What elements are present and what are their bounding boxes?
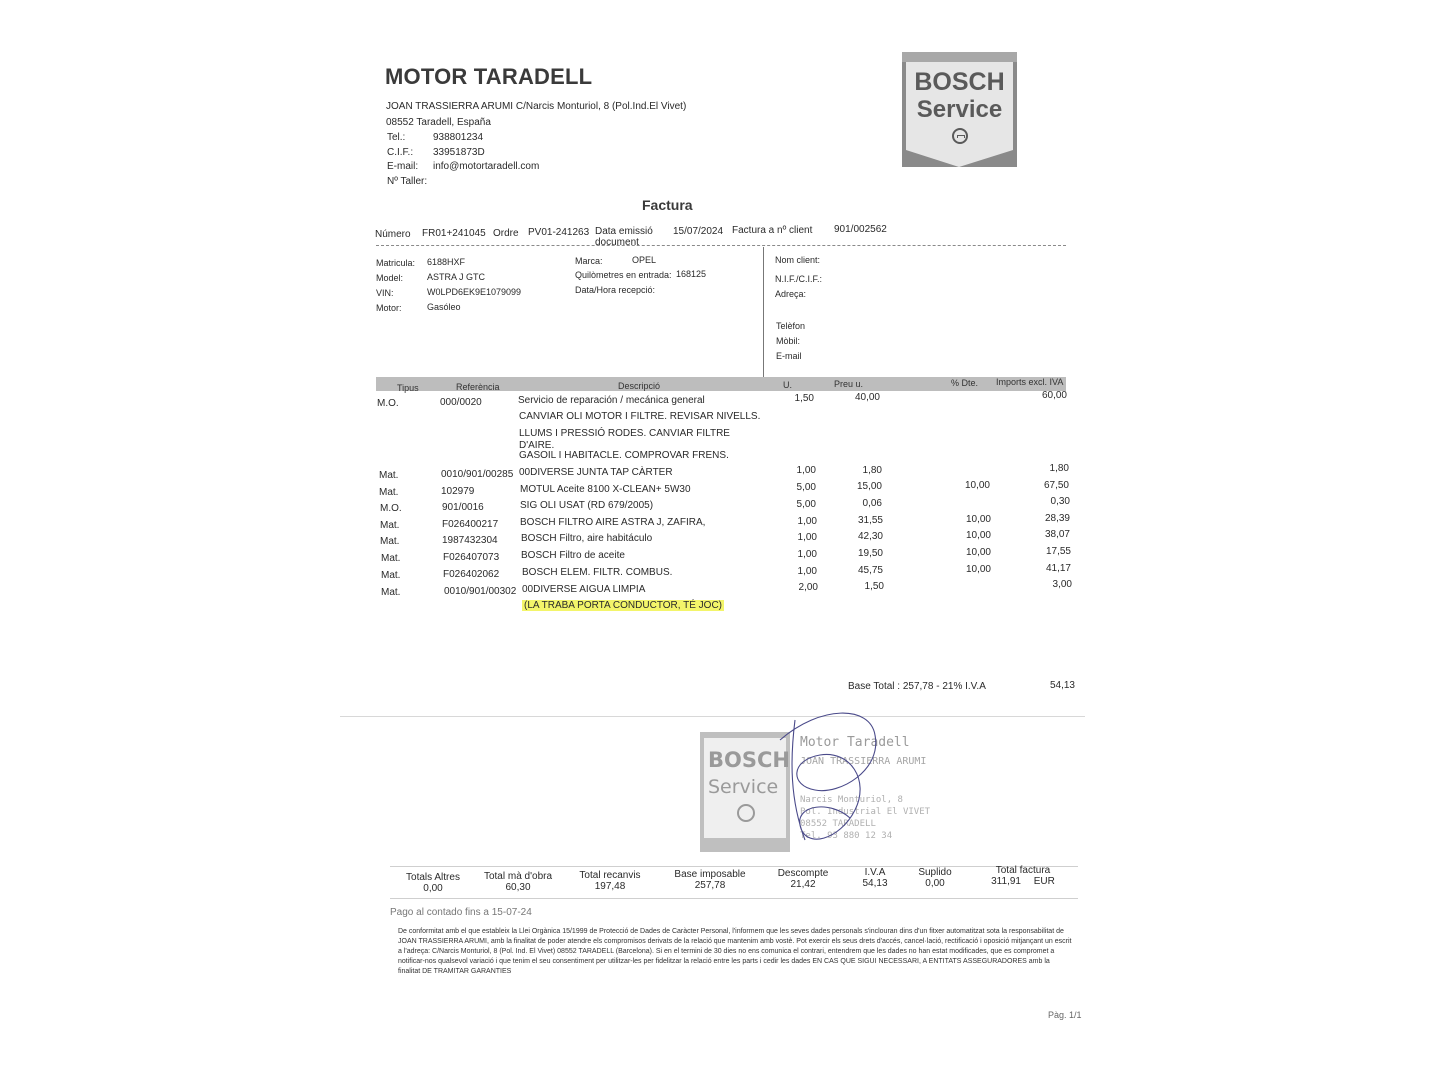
descompte-value: 21,42 <box>790 879 816 890</box>
bosch-service-logo <box>902 52 1017 167</box>
data-label-line1: Data emissió <box>595 226 653 237</box>
row-2-import: 67,50 <box>1043 480 1069 491</box>
row-4-preu: 31,55 <box>857 515 883 526</box>
row-0-preu: 40,00 <box>854 392 880 403</box>
divider <box>340 716 1085 717</box>
document-title: Factura <box>642 197 693 213</box>
total-altres <box>398 872 468 894</box>
row-3-tipus: M.O. <box>380 503 402 514</box>
suplido-label: Suplido <box>918 867 952 878</box>
base-imposable <box>668 869 752 891</box>
row-5-dte: 10,00 <box>965 530 991 541</box>
descompte-label: Descompte <box>777 868 829 879</box>
numero-label: Número <box>375 229 411 240</box>
row-7-import: 41,17 <box>1045 563 1071 574</box>
motor-label: Motor: <box>376 303 402 313</box>
row-1-import: 1,80 <box>1049 463 1069 474</box>
total-ma-obra-value: 60,30 <box>505 882 531 893</box>
ordre-label: Ordre <box>493 228 519 239</box>
total-factura-label: Total factura <box>995 865 1051 876</box>
company-cif <box>387 147 485 158</box>
client-email-label: E-mail <box>776 351 802 361</box>
bosch-armature-icon <box>737 804 755 822</box>
stamp-line-3: Narcis Monturiol, 8 <box>800 795 903 805</box>
company-name: MOTOR TARADELL <box>385 64 593 89</box>
numero-value: FR01+241045 <box>422 228 486 239</box>
company-taller-label: Nº Taller: <box>387 176 428 187</box>
company-owner-address: JOAN TRASSIERRA ARUMI C/Narcis Monturiol, 8 (Pol.Ind.El Vivet) <box>386 101 687 112</box>
row-3-u: 5,00 <box>796 499 816 510</box>
bosch-armature-icon <box>952 128 968 144</box>
company-tel <box>387 132 483 143</box>
total-factura-value: 311,91 <box>991 876 1021 887</box>
data-value: 15/07/2024 <box>673 226 724 237</box>
row-8-import: 3,00 <box>1052 579 1072 590</box>
base-imposable-label: Base imposable <box>674 869 746 880</box>
total-ma-obra <box>478 871 558 893</box>
row-3-preu: 0,06 <box>862 498 882 509</box>
vin-label: VIN: <box>376 288 394 298</box>
row-4-ref: F026400217 <box>442 519 499 530</box>
row-2-tipus: Mat. <box>379 487 399 498</box>
marca-label: Marca: <box>575 256 603 266</box>
row-7-u: 1,00 <box>797 566 817 577</box>
row-7-ref: F026402062 <box>443 569 500 580</box>
row-3-ref: 901/0016 <box>442 502 484 513</box>
row-6-tipus: Mat. <box>381 553 401 564</box>
ordre-value: PV01-241263 <box>528 227 590 238</box>
row-7-tipus: Mat. <box>381 570 401 581</box>
matricula-label: Matricula: <box>376 258 416 268</box>
tel-value: 938801234 <box>433 132 484 143</box>
total-recanvis-label: Total recanvis <box>579 870 641 881</box>
marca-value: OPEL <box>632 255 657 265</box>
row-5-ref: 1987432304 <box>442 535 498 546</box>
total-altres-label: Totals Altres <box>406 872 460 883</box>
row-7-dte: 10,00 <box>965 564 991 575</box>
iva <box>852 867 898 889</box>
row-0-desc: Servicio de reparación / mecánica general <box>518 395 705 406</box>
col-header-tipus: Tipus <box>397 383 419 393</box>
row-8-preu: 1,50 <box>864 581 884 592</box>
row-5-u: 1,00 <box>797 532 817 543</box>
model-label: Model: <box>376 273 404 283</box>
company-city: 08552 Taradell, España <box>386 117 491 128</box>
row-4-desc: BOSCH FILTRO AIRE ASTRA J, ZAFIRA, <box>520 517 706 528</box>
row-1-tipus: Mat. <box>379 470 399 481</box>
row-6-dte: 10,00 <box>965 547 991 558</box>
suplido-value: 0,00 <box>925 878 945 889</box>
col-header-preu: Preu u. <box>834 379 864 389</box>
note-line-1: CANVIAR OLI MOTOR I FILTRE. REVISAR NIVELLS. <box>519 411 761 422</box>
row-0-import: 60,00 <box>1041 390 1067 401</box>
stamp-logo-service: Service <box>708 776 779 798</box>
cif-value: 33951873D <box>433 147 485 158</box>
payment-note: Pago al contado fins a 15-07-24 <box>390 907 532 918</box>
logo-text-bosch: BOSCH <box>914 68 1005 96</box>
row-3-desc: SIG OLI USAT (RD 679/2005) <box>520 500 654 511</box>
adreca-label: Adreça: <box>775 289 807 299</box>
note-line-3: D'AIRE. <box>519 440 555 451</box>
page-number: Pàg. 1/1 <box>1048 1010 1082 1020</box>
currency-label: EUR <box>1033 876 1055 887</box>
row-1-ref: 0010/901/00285 <box>441 469 514 480</box>
row-6-import: 17,55 <box>1045 546 1071 557</box>
client-number-label: Factura a nº client <box>732 225 813 236</box>
row-1-preu: 1,80 <box>862 465 882 476</box>
row-8-desc: 00DIVERSE AIGUA LIMPIA <box>522 584 646 595</box>
km-value: 168125 <box>676 269 707 279</box>
row-0-u: 1,50 <box>794 393 814 404</box>
mobil-label: Mòbil: <box>776 336 801 346</box>
stamp-line-1: Motor Taradell <box>800 735 910 750</box>
col-header-referencia: Referència <box>456 382 500 392</box>
row-2-preu: 15,00 <box>856 481 882 492</box>
row-6-desc: BOSCH Filtro de aceite <box>521 550 625 561</box>
email-label: E-mail: <box>387 161 419 172</box>
total-altres-value: 0,00 <box>423 883 443 894</box>
descompte <box>768 868 838 890</box>
row-7-desc: BOSCH ELEM. FILTR. COMBUS. <box>522 567 673 578</box>
stamp-line-5: 08552 TARADELL <box>800 819 876 829</box>
stamp-line-2: JOAN TRASSIERRA ARUMI <box>800 756 927 767</box>
nom-client-label: Nom client: <box>775 255 821 265</box>
logo-text-service: Service <box>916 96 1003 123</box>
iva-value: 54,13 <box>862 878 888 889</box>
note-line-2: LLUMS I PRESSIÓ RODES. CANVIAR FILTRE <box>519 428 730 439</box>
row-0-ref: 000/0020 <box>440 397 482 408</box>
row-2-desc: MOTUL Aceite 8100 X-CLEAN+ 5W30 <box>520 484 691 495</box>
note-line-4: GASOIL I HABITACLE. COMPROVAR FRENS. <box>519 450 729 461</box>
email-value: info@motortaradell.com <box>433 161 540 172</box>
total-recanvis <box>570 870 650 892</box>
total-ma-obra-label: Total mà d'obra <box>483 871 553 882</box>
row-4-u: 1,00 <box>797 516 817 527</box>
row-0-tipus: M.O. <box>377 398 399 409</box>
base-total-value: 54,13 <box>1049 680 1075 691</box>
row-4-tipus: Mat. <box>380 520 400 531</box>
row-2-ref: 102979 <box>441 486 475 497</box>
stamp-line-4: Pol. Industrial El VIVET <box>800 807 931 817</box>
row-4-dte: 10,00 <box>965 514 991 525</box>
col-header-descripcio: Descripció <box>618 381 661 391</box>
row-8-ref: 0010/901/00302 <box>444 586 517 597</box>
nif-label: N.I.F./C.I.F.: <box>775 274 823 284</box>
divider <box>376 245 1066 246</box>
highlighted-note <box>522 600 724 611</box>
stamp-line-6: Tel. 93 880 12 34 <box>800 831 893 841</box>
row-5-preu: 42,30 <box>857 531 883 542</box>
col-header-dte: % Dte. <box>951 378 979 388</box>
divider <box>390 898 1078 899</box>
matricula-value: 6188HXF <box>427 257 466 267</box>
row-4-import: 28,39 <box>1044 513 1070 524</box>
client-number-value: 901/002562 <box>834 224 887 235</box>
handwritten-signature <box>760 700 900 860</box>
row-7-preu: 45,75 <box>857 565 883 576</box>
base-total-label: Base Total : 257,78 - 21% I.V.A <box>848 681 986 692</box>
recepcio-label: Data/Hora recepció: <box>575 285 656 295</box>
total-recanvis-value: 197,48 <box>594 881 626 892</box>
row-8-u: 2,00 <box>798 582 818 593</box>
base-imposable-value: 257,78 <box>694 880 726 891</box>
box-divider <box>763 247 764 377</box>
row-6-ref: F026407073 <box>443 552 500 563</box>
divider <box>390 866 1078 867</box>
model-value: ASTRA J GTC <box>427 272 486 282</box>
motor-value: Gasóleo <box>427 302 461 312</box>
row-2-u: 5,00 <box>796 482 816 493</box>
col-header-u: U. <box>783 380 792 390</box>
row-6-preu: 19,50 <box>857 548 883 559</box>
row-1-desc: 00DIVERSE JUNTA TAP CÀRTER <box>519 467 673 478</box>
row-5-tipus: Mat. <box>380 536 400 547</box>
tel-label: Tel.: <box>387 132 406 143</box>
total-factura <box>978 865 1068 887</box>
row-5-desc: BOSCH Filtro, aire habitáculo <box>521 533 653 544</box>
total-factura-row <box>978 876 1068 887</box>
row-8-tipus: Mat. <box>381 587 401 598</box>
row-6-u: 1,00 <box>797 549 817 560</box>
vin-value: W0LPD6EK9E1079099 <box>427 287 522 297</box>
telefon-label: Telèfon <box>776 321 806 331</box>
stamp-logo-bosch: BOSCH <box>708 748 790 772</box>
legal-text: De conformitat amb el que estableix la Llei Orgànica 15/1999 de Protecció de Dades de Caràcter Personal, l'informem que les seves dades personals s'inclouran dins d'un fitxer automatitzat sota la responsabilitat de JOAN TRASSIERRA ARUMI, amb la finalitat de poder atendre els compromisos derivats de la relació que mantenim amb vostè. Pot exercir els seus drets d'accés, cancel·lació, rectificació i oposició mitjançant un escrit a l'adreça: C/Narcis Monturiol, 8 (Pol. Ind. El Vivet) 08552 TARADELL (Barcelona). Si en el termini de 30 dies no ens comunica el contrari, entendrem que les dades no han estat modificades, que es compromet a notificar-nos qualsevol variació i que tenim el seu consentiment per utilitzar-les per fidelitzar la relació entre les parts i cedir les dades EN CAS QUE SIGUI NECESSARI, A ENTITATS ASSEGURADORES amb la finalitat DE TRAMITAR GARANTIES <box>398 928 1072 975</box>
iva-label: I.V.A <box>864 867 886 878</box>
highlighted-note-text: (LA TRABA PORTA CONDUCTOR, TÉ JOC) <box>524 600 723 611</box>
col-header-import: Imports excl. IVA <box>996 377 1064 387</box>
row-5-import: 38,07 <box>1044 529 1070 540</box>
row-2-dte: 10,00 <box>964 480 990 491</box>
company-email <box>387 161 539 172</box>
data-label-line2: document <box>595 237 639 248</box>
row-1-u: 1,00 <box>796 465 816 476</box>
cif-label: C.I.F.: <box>387 147 414 158</box>
row-3-import: 0,30 <box>1050 496 1070 507</box>
suplido <box>908 867 962 889</box>
km-label: Quilòmetres en entrada: <box>575 270 672 280</box>
